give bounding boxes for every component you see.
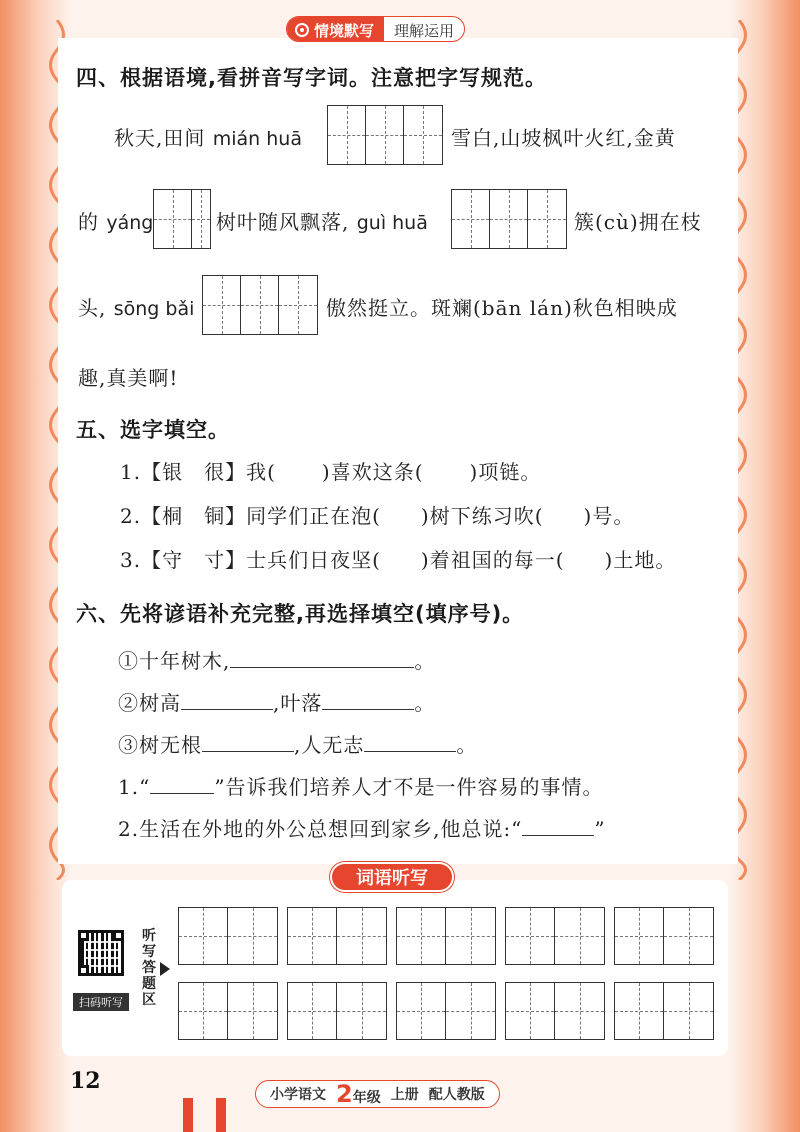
char-cell[interactable] (490, 190, 528, 248)
answer-area-label: 听写答题区 (142, 928, 156, 1008)
header-left (287, 17, 384, 41)
blank-line[interactable] (150, 772, 214, 794)
dictation-grid[interactable] (614, 982, 714, 1040)
char-cell[interactable] (397, 908, 446, 964)
text: ,叶落 (273, 691, 323, 715)
char-cell[interactable] (279, 276, 317, 334)
section6-title: 六、先将谚语补充完整,再选择填空(填序号)。 (76, 602, 525, 626)
blank-line[interactable] (364, 730, 456, 752)
char-cell[interactable] (192, 190, 210, 248)
text: 。 (456, 733, 478, 757)
char-cell[interactable] (241, 276, 279, 334)
s4-text: 头, (78, 296, 107, 320)
char-cell[interactable] (366, 106, 404, 164)
text: 。 (414, 691, 436, 715)
s4-line1-end: 雪白,山坡枫叶火红,金黄 (451, 126, 676, 150)
qr-finder-mark (78, 930, 89, 941)
char-cell[interactable] (154, 190, 192, 248)
text: ,人无志 (294, 733, 365, 757)
char-cell[interactable] (664, 908, 713, 964)
blank-line[interactable] (522, 814, 594, 836)
book-info-tab (255, 1080, 500, 1108)
text: ①十年树木, (118, 649, 231, 673)
s4-text: 的 (78, 210, 99, 234)
text: )着祖国的每一( (420, 548, 565, 572)
section4-title: 四、根据语境,看拼音写字词。注意把字写规范。 (76, 66, 547, 90)
text: 同学们正在泡( (246, 504, 381, 528)
header-right-label: 理解运用 (394, 21, 455, 40)
s5-item-3 (120, 546, 676, 574)
char-cell[interactable] (528, 190, 566, 248)
s4-line4: 趣,真美啊! (78, 366, 179, 390)
dictation-grid[interactable] (614, 907, 714, 965)
dictation-grid[interactable] (178, 982, 278, 1040)
dictation-grid[interactable] (287, 907, 387, 965)
char-cell[interactable] (404, 106, 442, 164)
question-2 (118, 814, 606, 843)
writing-box-gui-hua[interactable] (451, 189, 567, 249)
text: 。 (414, 649, 436, 673)
text: ③树无根 (118, 733, 202, 757)
options: 【银 很】 (141, 460, 247, 484)
term-label: 上册 (390, 1087, 419, 1103)
dictation-grid[interactable] (396, 982, 496, 1040)
proverb-3 (118, 730, 477, 759)
s4-line3-start (78, 294, 194, 323)
writing-box-yang[interactable] (153, 189, 211, 249)
char-cell[interactable] (337, 983, 386, 1039)
blank-line[interactable] (322, 688, 414, 710)
text: 1.“ (118, 775, 151, 799)
writing-box-mian-hua[interactable] (327, 105, 443, 165)
char-cell[interactable] (555, 908, 604, 964)
section5-title: 五、选字填空。 (76, 418, 230, 442)
char-cell[interactable] (506, 983, 555, 1039)
s4-line2-mid (216, 208, 428, 237)
dictation-grid[interactable] (287, 982, 387, 1040)
char-cell[interactable] (506, 908, 555, 964)
question-1 (118, 772, 604, 801)
item-number: 1. (120, 460, 142, 484)
section-header-tab (286, 16, 465, 42)
char-cell[interactable] (288, 983, 337, 1039)
char-cell[interactable] (179, 908, 228, 964)
qr-code-pattern (84, 936, 118, 970)
text: )喜欢这条( (321, 460, 424, 484)
s4-line1-start (114, 124, 302, 153)
dictation-grid[interactable] (505, 982, 605, 1040)
char-cell[interactable] (337, 908, 386, 964)
proverb-1 (118, 646, 435, 675)
char-cell[interactable] (179, 983, 228, 1039)
dictation-title: 词语听写 (330, 862, 454, 892)
char-cell[interactable] (228, 908, 277, 964)
text: )土地。 (604, 548, 677, 572)
pinyin-mian-hua: mián huā (212, 128, 302, 150)
char-cell[interactable] (328, 106, 366, 164)
char-cell[interactable] (615, 908, 664, 964)
subject-label: 小学语文 (270, 1087, 326, 1103)
bookmark-ribbon (216, 1098, 226, 1132)
text: )号。 (583, 504, 635, 528)
page-number: 12 (70, 1068, 101, 1094)
s4-text: 树叶随风飘落, (216, 210, 350, 234)
char-cell[interactable] (446, 908, 495, 964)
pinyin-gui-hua: guì huā (356, 212, 428, 234)
qr-finder-mark (78, 965, 89, 976)
arrow-right-icon (160, 962, 170, 976)
char-cell[interactable] (615, 983, 664, 1039)
grade-number: 2 (336, 1080, 353, 1108)
s5-item-1 (120, 458, 541, 486)
pinyin-yang: yáng (106, 212, 154, 234)
text: ”告诉我们培养人才不是一件容易的事情。 (214, 775, 604, 799)
grade-label (336, 1080, 381, 1108)
s4-line3-end: 傲然挺立。斑斓(bān lán)秋色相映成 (326, 296, 678, 320)
text: )项链。 (469, 460, 542, 484)
dictation-grid[interactable] (396, 907, 496, 965)
header-left-label: 情境默写 (314, 21, 375, 40)
char-cell[interactable] (288, 908, 337, 964)
options: 【桐 铜】 (141, 504, 247, 528)
blank-line[interactable] (181, 688, 273, 710)
char-cell[interactable] (397, 983, 446, 1039)
film-reel-icon (295, 23, 309, 37)
scan-to-listen-label: 扫码听写 (73, 993, 129, 1011)
dictation-grid[interactable] (505, 907, 605, 965)
char-cell[interactable] (664, 983, 713, 1039)
s4-line2-end: 簇(cù)拥在枝 (574, 210, 702, 234)
text: ” (594, 817, 606, 841)
dictation-grid[interactable] (178, 907, 278, 965)
text: 2.生活在外地的外公总想回到家乡,他总说:“ (118, 817, 523, 841)
options: 【守 寸】 (141, 548, 247, 572)
char-cell[interactable] (446, 983, 495, 1039)
text: ②树高 (118, 691, 181, 715)
pinyin-song-bai: sōng bǎi (113, 298, 195, 320)
text: )树下练习吹( (420, 504, 544, 528)
char-cell[interactable] (228, 983, 277, 1039)
qr-finder-mark (113, 930, 124, 941)
text: 士兵们日夜坚( (246, 548, 381, 572)
s5-item-2 (120, 502, 634, 530)
grade-suffix: 年级 (352, 1090, 381, 1106)
proverb-2 (118, 688, 435, 717)
bookmark-ribbon (183, 1098, 193, 1132)
s4-text: 秋天,田间 (114, 126, 206, 150)
text: 我( (246, 460, 276, 484)
blank-line[interactable] (202, 730, 294, 752)
char-cell[interactable] (452, 190, 490, 248)
item-number: 3. (120, 548, 142, 572)
char-cell[interactable] (555, 983, 604, 1039)
char-cell[interactable] (203, 276, 241, 334)
edition-label: 配人教版 (428, 1087, 485, 1103)
blank-line[interactable] (230, 646, 414, 668)
writing-box-song-bai[interactable] (202, 275, 318, 335)
s4-line2-start (78, 208, 153, 237)
item-number: 2. (120, 504, 142, 528)
